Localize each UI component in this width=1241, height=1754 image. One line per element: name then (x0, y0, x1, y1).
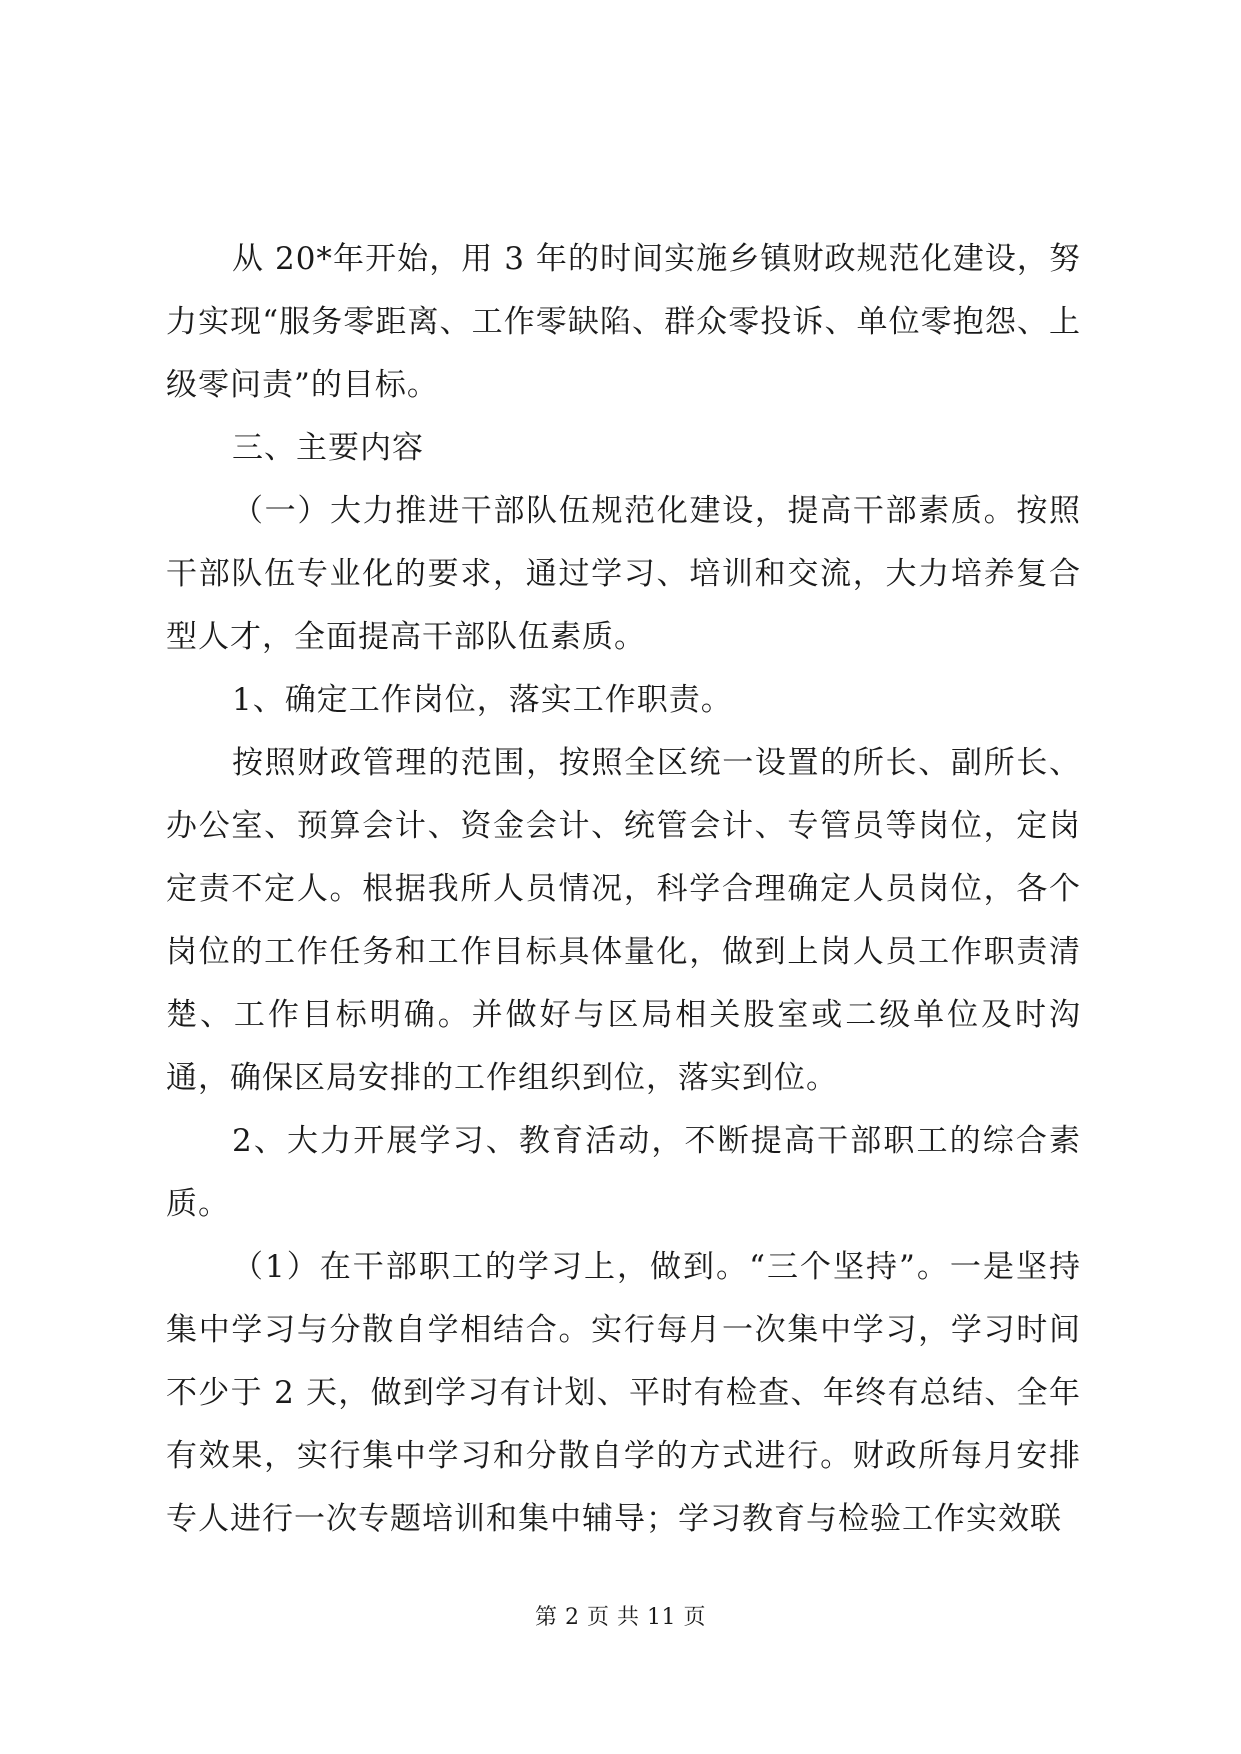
paragraph-goal: 从 20*年开始，用 3 年的时间实施乡镇财政规范化建设，努力实现“服务零距离、工作零缺陷、群众零投诉、单位零抱怨、上级零问责”的目标。 (166, 241, 1081, 403)
paragraph-cadre-team: （一）大力推进干部队伍规范化建设，提高干部素质。按照干部队伍专业化的要求，通过学习、培训和交流，大力培养复合型人才，全面提高干部队伍素质。 (166, 493, 1081, 655)
paragraph-item-1-title: 1、确定工作岗位，落实工作职责。 (232, 682, 733, 718)
paragraph-item-2-title: 2、大力开展学习、教育活动，不断提高干部职工的综合素质。 (166, 1123, 1081, 1222)
paragraph-job-positions: 按照财政管理的范围，按照全区统一设置的所长、副所长、办公室、预算会计、资金会计、统管会计、专管员等岗位，定岗定责不定人。根据我所人员情况，科学合理确定人员岗位，各个岗位的工作任务和工作目标具体量化，做到上岗人员工作职责清楚、工作目标明确。并做好与区局相关股室或二级单位及时沟通，确保区局安排的工作组织到位，落实到位。 (166, 745, 1081, 1096)
document-body (166, 228, 1081, 1551)
paragraph-three-persistence: （1）在干部职工的学习上，做到。“三个坚持”。一是坚持集中学习与分散自学相结合。实行每月一次集中学习，学习时间不少于 2 天，做到学习有计划、平时有检查、年终有总结、全年有效果，实行集中学习和分散自学的方式进行。财政所每月安排专人进行一次专题培训和集中辅导；学习教育与检验工作实效联 (166, 1249, 1081, 1537)
page-number-footer: 第 2 页 共 11 页 (535, 1605, 706, 1630)
section-heading-main-content: 三、主要内容 (232, 430, 424, 466)
